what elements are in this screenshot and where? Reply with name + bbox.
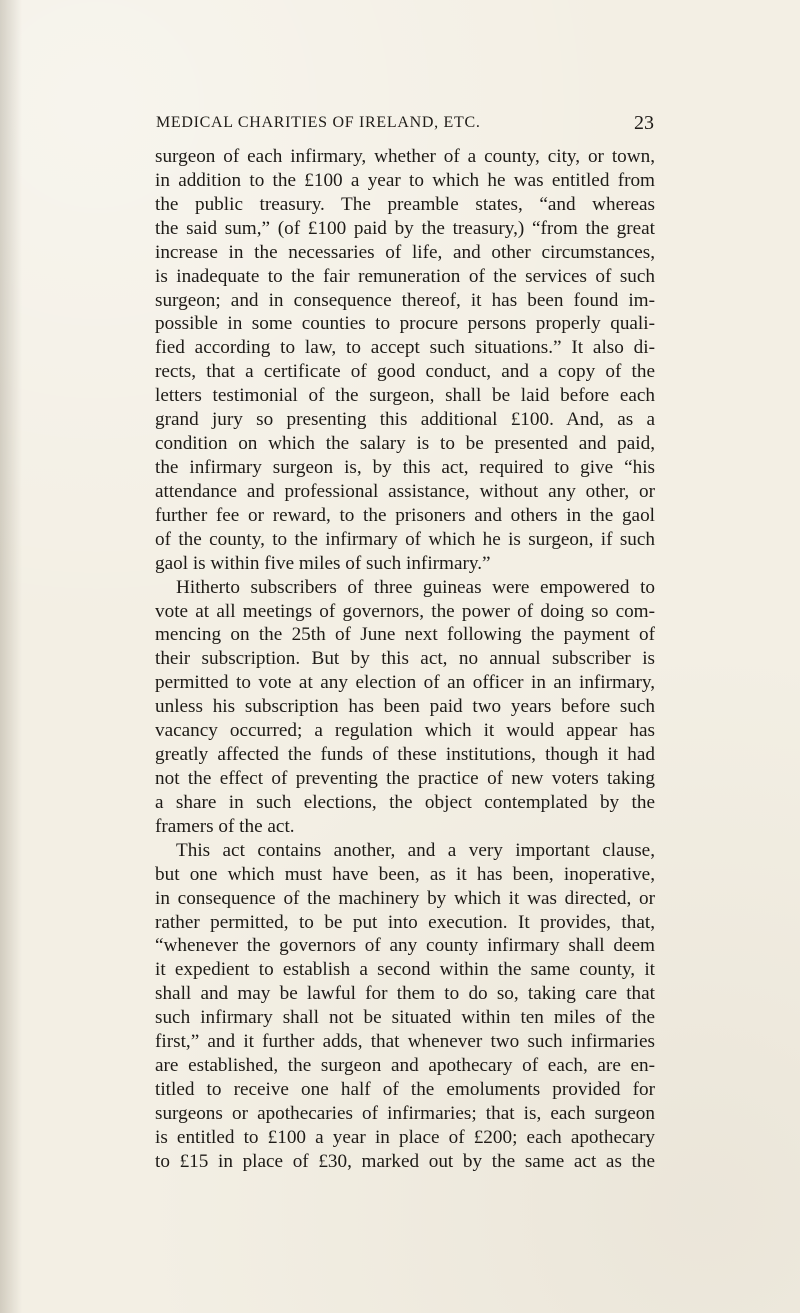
text-line: their subscription. But by this act, no annual subscriber is [155, 648, 655, 670]
text-line: not the effect of preventing the practice of new voters taking [155, 767, 655, 789]
paragraph-start-line: This act contains another, and a very important clause, [176, 839, 655, 861]
text-line: is inadequate to the fair remuneration of the services of such [155, 265, 655, 287]
text-line: attendance and professional assistance, without any other, or [155, 480, 655, 502]
text-line: titled to receive one half of the emoluments provided for [155, 1078, 655, 1100]
paragraph-start-line: Hitherto subscribers of three guineas were empowered to [176, 576, 655, 598]
text-line: possible in some counties to procure persons properly quali- [155, 313, 655, 335]
text-line: “whenever the governors of any county infirmary shall deem [155, 935, 655, 957]
text-line: surgeon of each infirmary, whether of a county, city, or town, [155, 146, 655, 167]
text-line: grand jury so presenting this additional £100. And, as a [155, 409, 655, 431]
text-line: it expedient to establish a second within the same county, it [155, 959, 655, 981]
text-line: rects, that a certificate of good conduct, and a copy of the [155, 361, 655, 383]
text-line: the said sum,” (of £100 paid by the treasury,) “from the great [155, 217, 655, 239]
text-line: condition on which the salary is to be presented and paid, [155, 433, 655, 455]
text-line: first,” and it further adds, that whenever two such infirmaries [155, 1031, 655, 1053]
text-line: gaol is within five miles of such infirmary.” [155, 552, 491, 574]
text-line: surgeons or apothecaries of infirmaries; that is, each surgeon [155, 1102, 655, 1124]
text-line: permitted to vote at any election of an officer in an infirmary, [155, 672, 655, 694]
text-line: framers of the act. [155, 815, 295, 837]
text-line: such infirmary shall not be situated within ten miles of the [155, 1007, 655, 1029]
body-text [155, 145, 655, 1174]
page-header [156, 114, 654, 144]
text-line: unless his subscription has been paid two years before such [155, 696, 655, 718]
text-line: rather permitted, to be put into execution. It provides, that, [155, 911, 655, 933]
text-line: fied according to law, to accept such situations.” It also di- [155, 337, 655, 359]
text-line: the infirmary surgeon is, by this act, required to give “his [155, 456, 655, 478]
text-line: the public treasury. The preamble states, “and whereas [155, 193, 655, 215]
text-line: in consequence of the machinery by which it was directed, or [155, 887, 655, 909]
text-line: in addition to the £100 a year to which he was entitled from [155, 169, 655, 191]
running-title: MEDICAL CHARITIES OF IRELAND, ETC. [156, 114, 481, 131]
page-number: 23 [634, 112, 654, 134]
text-line: a share in such elections, the object contemplated by the [155, 791, 655, 813]
page-edge-shadow [0, 0, 22, 1313]
text-line: letters testimonial of the surgeon, shall be laid before each [155, 385, 655, 407]
text-line: to £15 in place of £30, marked out by the same act as the [155, 1150, 655, 1172]
text-line: but one which must have been, as it has been, inoperative, [155, 863, 655, 885]
text-line: greatly affected the funds of these institutions, though it had [155, 744, 655, 766]
text-line: vacancy occurred; a regulation which it would appear has [155, 720, 655, 742]
text-line: surgeon; and in consequence thereof, it has been found im- [155, 289, 655, 311]
text-line: further fee or reward, to the prisoners and others in the gaol [155, 504, 655, 526]
text-line: shall and may be lawful for them to do so, taking care that [155, 983, 655, 1005]
text-line: vote at all meetings of governors, the power of doing so com- [155, 600, 655, 622]
text-line: is entitled to £100 a year in place of £200; each apothecary [155, 1126, 655, 1148]
text-line: are established, the surgeon and apothecary of each, are en- [155, 1055, 655, 1077]
text-line: of the county, to the infirmary of which he is surgeon, if such [155, 528, 655, 550]
text-line: mencing on the 25th of June next following the payment of [155, 624, 655, 646]
text-line: increase in the necessaries of life, and other circumstances, [155, 241, 655, 263]
